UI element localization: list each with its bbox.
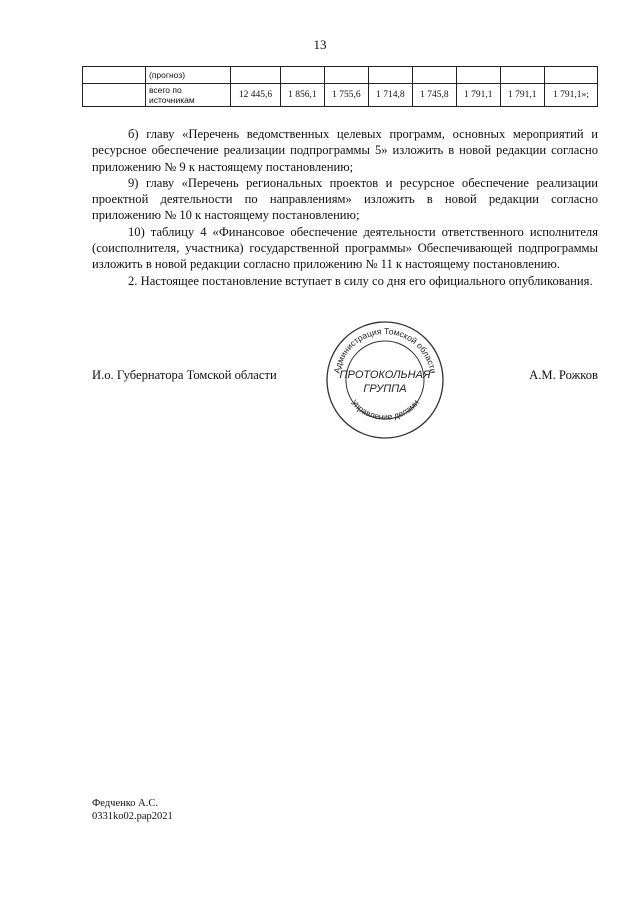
paragraph: 10) таблицу 4 «Финансовое обеспечение деятельности ответственного исполнителя (соисполнителя, участника) государственной программы» Обеспечивающей подпрограммы изложить в новой редакции согласно приложению № 11 к настоящему постановлению. <box>92 224 598 272</box>
label-line: всего по <box>149 85 182 95</box>
table-cell-label: (прогноз) <box>146 67 231 84</box>
table-cell <box>500 67 544 84</box>
table-row <box>83 84 598 107</box>
table-cell-value: 1 791,1 <box>456 84 500 107</box>
paragraph: 2. Настоящее постановление вступает в силу со дня его официального опубликования. <box>128 273 593 288</box>
table-cell <box>324 67 368 84</box>
table-cell-value: 1 791,1 <box>500 84 544 107</box>
stamp-center-line2: ГРУППА <box>363 383 407 395</box>
svg-text:Администрация Томской области <box>331 326 438 374</box>
footer-file-ref: 0331ko02.pap2021 <box>92 811 173 822</box>
table-cell-value: 1 755,6 <box>324 84 368 107</box>
official-stamp <box>325 320 445 440</box>
table-cell-label <box>146 84 231 107</box>
table-cell <box>544 67 597 84</box>
paragraph: 9) главу «Перечень региональных проектов и ресурсное обеспечение реализации проектной деятельности по направлениям» изложить в новой редакции согласно приложению № 10 к настоящему постановлению; <box>92 175 598 223</box>
paragraph: б) главу «Перечень ведомственных целевых программ, основных мероприятий и ресурсное обеспечение реализации подпрограммы 5» изложить в новой редакции согласно приложению № 9 к настоящему постановлению; <box>92 127 598 174</box>
signatory-position: И.о. Губернатора Томской области <box>92 368 277 382</box>
footer-author: Федченко А.С. <box>92 798 158 809</box>
table-cell-value: 1 745,8 <box>412 84 456 107</box>
table-cell-value: 1 714,8 <box>368 84 412 107</box>
table-cell <box>231 67 281 84</box>
table-fragment <box>82 66 598 107</box>
table-cell <box>368 67 412 84</box>
svg-text:Управление делами <box>349 397 421 421</box>
stamp-outer-bottom-text: Управление делами <box>349 397 421 422</box>
table-cell-empty <box>83 67 146 84</box>
table-cell-value: 1 791,1»; <box>544 84 597 107</box>
signatory-name: А.М. Рожков <box>529 368 598 382</box>
stamp-outer-top-text: Администрация Томской области <box>331 325 439 375</box>
table-cell-value: 1 856,1 <box>280 84 324 107</box>
table-cell-value: 12 445,6 <box>231 84 281 107</box>
table-cell-empty <box>83 84 146 107</box>
stamp-center-line1: ПРОТОКОЛЬНАЯ <box>339 369 431 381</box>
table-cell <box>280 67 324 84</box>
table-cell <box>412 67 456 84</box>
table-row <box>83 67 598 84</box>
document-body <box>92 126 598 289</box>
document-footer <box>92 797 173 823</box>
page-number: 13 <box>313 37 327 52</box>
label-line: источникам <box>149 95 195 105</box>
table-cell <box>456 67 500 84</box>
